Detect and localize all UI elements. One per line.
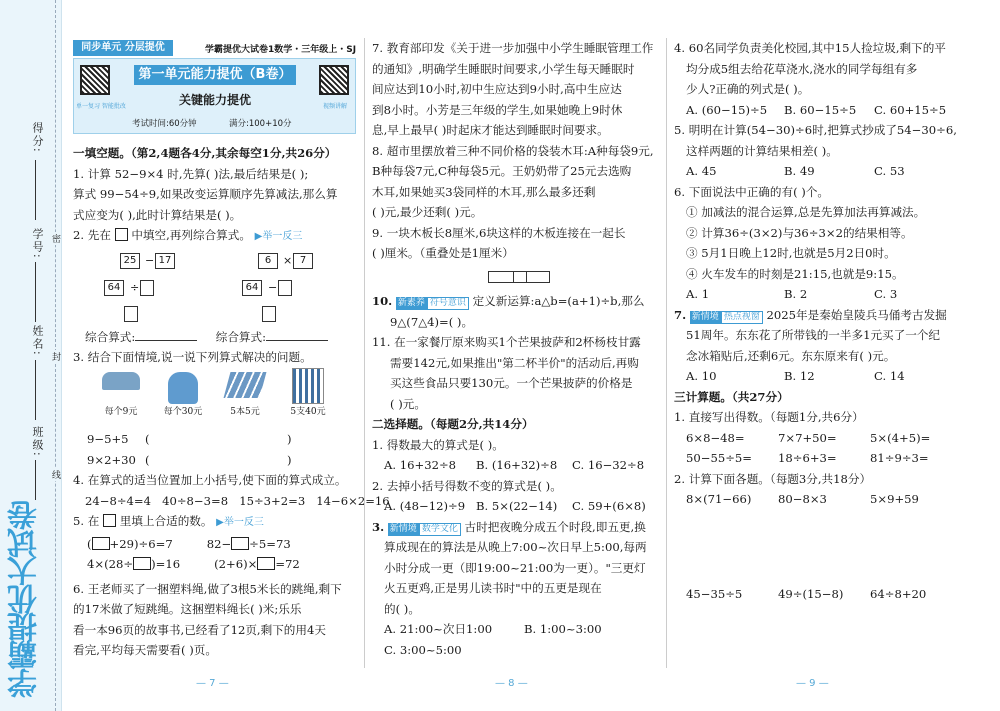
stapler-icon [102,372,140,390]
c-q2-options [372,496,662,517]
backpack-price: 每个30元 [163,407,203,417]
q1-line-3: 式应变为( ),此时计算结果是( )。 [73,207,242,222]
binding-margin [0,0,62,711]
backpack-item [158,372,208,417]
c-q3-opt-c[interactable]: C. 3:00~5:00 [384,642,462,657]
c-q3-options-2 [372,640,662,661]
calc-2-c: 5×9+59 [870,492,919,506]
hint-tag: ▶举一反三 [254,231,303,242]
c-q7-opt-a[interactable]: A. 10 [686,369,717,383]
c-q5-opt-c[interactable]: C. 53 [874,164,905,178]
c-q5-line-1: 5. 明明在计算(54−30)÷6时,把算式抄成了54−30÷6, [674,123,957,137]
tag-math-culture: 数学文化 [419,523,461,536]
q5-row-1: ( +29)÷6=7 82− ÷5=73 [87,536,291,551]
formula-2-row: 9×2+30 ( ) [87,452,292,467]
exam-time: 考试时间:60分钟 [132,119,197,129]
page-number-7: — 7 — [196,678,229,689]
q7-line-4: 到8小时。小芳是三年级的学生,如果她晚上9时休 [372,102,623,117]
q3-line: 3. 结合下面情境,说一说下列算式解决的问题。 [73,350,312,364]
c-q7-line-1: 7. 新情境 热点视窗 2025年是秦始皇陵兵马俑考古发掘 [674,307,947,322]
q4-expr-4: 14−6×2=16 [316,493,390,508]
diagram-2 [228,250,348,320]
q8-line-3: 木耳,如果她买3袋同样的木耳,那么最多还剩 [372,184,596,199]
diagram-1-box-bottom [124,306,138,322]
combo-blank-2 [266,340,328,341]
q7-line-2: 的通知》,明确学生睡眠时间要求,小学生每天睡眠时 [372,61,635,76]
q5-line [73,511,358,534]
pen-box-icon [292,368,324,404]
column-2 [372,38,662,264]
score-label: 得分: [31,122,44,154]
c-q1-opt-a[interactable]: A. 16+32÷8 [384,458,457,472]
fold-mark-2: 封 [52,350,61,363]
diagram-2-num-a: 6 [258,253,278,269]
column-3 [674,38,974,510]
c-q6-opt-b[interactable]: B. 2 [784,287,808,301]
score-line [35,160,36,220]
diagram-2-num-c: 64 [242,280,262,296]
c-q5-opt-a[interactable]: A. 45 [686,164,717,178]
name-line [35,360,36,420]
formula-1-row: 9−5+5 ( ) [87,432,292,446]
diagram-2-op-mid: − [268,281,278,294]
calc-q1: 1. 直接写出得数。（每题1分,共6分） [674,410,864,424]
diagram-1-box-mid [140,280,154,296]
q3-block [73,347,358,368]
q4-expr-1: 24−8÷4=4 [85,493,152,508]
combo-label-2: 综合算式: [215,330,267,344]
calc-q1-row-2 [674,448,974,469]
q4-expr-row [73,491,390,512]
diagram-1-num-b: 17 [155,253,175,269]
q5-expr-2b: ÷5=73 [249,536,291,551]
calc-q2: 2. 计算下面各题。（每题3分,共18分） [674,471,872,486]
c-q3-text: 古时把夜晚分成五个时段,即五更,换 [464,519,646,534]
c-q4-opt-a[interactable]: A. (60−15)÷5 [686,102,768,117]
name-label: 姓名: [31,325,44,357]
stapler-price: 每个9元 [104,407,138,417]
diagram-1-op-top: − [145,254,155,267]
student-no-label: 学号: [31,228,44,260]
q5-expr-4b: =72 [275,557,300,571]
class-line [35,460,36,500]
c-q3-options [372,619,662,640]
q4-expr-3: 15÷3+2=3 [239,493,306,508]
stapler-item [96,372,146,417]
diagram-2-op-top: × [283,254,293,267]
q11-line-2: 需要142元,如果推出"第二杯半价"的活动后,再购 [390,355,639,370]
combo-line [85,327,360,348]
c-q1-opt-b[interactable]: B. (16+32)÷8 [476,458,558,472]
diagram-2-num-b: 7 [293,253,313,269]
blank-box-icon [257,557,275,570]
blank-box-icon [133,557,151,570]
diagram-1 [90,250,210,320]
qr-code-left [80,65,110,95]
c-q5-options [674,161,974,182]
q7-line-1: 7. 教育部印发《关于进一步加强中小学生睡眠管理工作 [372,41,654,55]
c-q3-line-4: 火五更鸡,正是男儿读书时"中的五更是现在 [384,581,602,595]
q4-block [73,470,390,661]
formula-1: 9−5+5 [87,432,129,446]
c-q4-options [674,100,974,121]
c-q4-opt-c[interactable]: C. 60+15÷5 [874,102,947,117]
calc-2-e: 49÷(15−8) [778,587,844,601]
calc-1-a: 6×8−48= [686,430,745,445]
banner: 同步单元 分层提优 [73,40,173,56]
diagram-1-num-a: 25 [120,253,140,269]
q9-line-1: 9. 一块木板长8厘米,6块这样的木板连接在一起长 [372,225,626,240]
calc-row-bottom [674,584,974,605]
combo-blank-1 [135,340,197,341]
q5-expr-3b: )=16 [151,557,181,571]
column-2b [372,291,662,660]
calc-q2-row-2 [674,584,974,605]
student-no-line [35,262,36,322]
diagram-2-box-bottom [262,306,276,322]
q5-expr-4a: (2+6)× [214,557,258,571]
combo-row [85,327,360,348]
q1-line-1: 1. 计算 52−9×4 时,先算( )法,最后结果是( ); [73,166,309,181]
fold-mark-3: 线 [52,468,61,481]
q5-expr-3a: 4×(28÷ [87,557,134,571]
c-q6-s1: ① 加减法的混合运算,总是先算加法再算减法。 [686,205,926,219]
c-q2-opt-c[interactable]: C. 59+(6×8) [572,499,646,513]
diagram-1-num-c: 64 [104,280,124,296]
q7-line-3: 间应达到10小时,初中生应达到9小时,高中生应达 [372,82,622,96]
q5-expr-1: +29)÷6=7 [109,536,173,551]
tag-symbol: 符号意识 [427,297,469,310]
q6-line-3: 看一本96页的故事书,已经看了12页,剩下的用4天 [73,622,326,637]
page-number-9: — 9 — [796,678,829,689]
q6-line-2: 的17米做了短跳绳。这捆塑料绳长( )米;乐乐 [73,602,302,616]
combo-label-1: 综合算式: [85,330,136,344]
calc-q1-row-1 [674,428,974,449]
c-q6-options [674,284,974,305]
c-q4-opt-b[interactable]: B. 60−15÷5 [784,102,857,117]
c-q3-line-2: 算成现在的算法是从晚上7:00~次日早上5:00,每两 [384,540,647,554]
q4-line: 4. 在算式的适当位置加上小括号,使下面的算式成立。 [73,473,347,487]
notebook-item [220,372,270,417]
q10-line-1: 10. 新素养 符号意识 定义新运算:a△b=(a+1)÷b,那么 [372,294,645,308]
c-q6-opt-c[interactable]: C. 3 [874,287,898,301]
brand-logo: 学霸提优大试卷 [8,502,43,698]
c-q7-text: 2025年是秦始皇陵兵马俑考古发掘 [766,307,947,322]
tag-new-scene: 新情境 [389,523,417,534]
calc-2-f: 64÷8+20 [870,587,927,601]
calc-2-b: 80−8×3 [778,492,827,506]
c-q7-line-3: 念冰箱贴后,还剩6元。东东原来有( )元。 [686,348,896,363]
unit-title: 第一单元能力提优（B卷） [134,65,296,85]
q5-expr-2a: 82− [206,536,232,551]
c-q2: 2. 去掉小括号得数不变的算式是( )。 [372,478,562,493]
page-number-8: — 8 — [495,678,528,689]
q9-line-2: ( )厘米。（重叠处是1厘米） [372,246,514,260]
calc-2-d: 45−35÷5 [686,587,743,601]
notebook-icon [224,372,267,398]
q4-expr-2: 40÷8−3=8 [162,493,229,508]
fold-mark-1: 密 [52,232,61,245]
column-divider-1 [364,38,365,668]
c-q1-options [372,455,662,476]
diagram-2-box-mid [278,280,292,296]
c-q3-line-1: 3. 新情境 数学文化 古时把夜晚分成五个时段,即五更,换 [372,519,646,534]
blank-box-icon [231,537,249,550]
section-3-title: 三计算题。（共27分） [674,389,789,404]
section-1-title: 一填空题。（第2,4题各4分,其余每空1分,共26分） [73,146,337,160]
calc-1-f: 81÷9÷3= [870,451,929,465]
q2-line [73,225,358,248]
c-q7-opt-b[interactable]: B. 12 [784,369,815,383]
backpack-icon [168,372,198,404]
calc-1-e: 18÷6+3= [778,451,837,465]
tag-new-literacy: 新素养 [397,298,425,308]
c-q3-opt-b[interactable]: B. 1:00~3:00 [524,622,602,636]
c-q3-line-3: 小时分成一更（即19:00~21:00为一更）。"三更灯 [384,560,646,575]
q2-suffix: 中填空,再列综合算式。 [131,228,251,242]
c-q6-opt-a[interactable]: A. 1 [686,287,710,301]
c-q4-line-2: 均分成5组去给花草浇水,浇水的同学每组有多 [686,61,918,76]
plank-icon [488,271,550,283]
notebook-price: 5本5元 [230,407,260,417]
c-q6: 6. 下面说法中正确的有( )个。 [674,184,830,199]
c-q3-opt-a[interactable]: A. 21:00~次日1:00 [384,622,493,636]
q8-line-4: ( )元,最少还剩( )元。 [372,205,483,219]
c-q4-line-3: 少人?正确的列式是( )。 [686,82,810,96]
column-1 [73,143,358,248]
c-q5-opt-b[interactable]: B. 49 [784,164,815,178]
calc-q2-row-1 [674,489,974,510]
tag-hot-topic: 热点视窗 [721,311,763,324]
c-q5-line-2: 这样两题的计算结果相差( )。 [686,143,838,158]
q2-prefix: 2. 先在 [73,228,111,242]
section-2-title: 二选择题。（每题2分,共14分） [372,417,534,431]
unit-subtitle: 关键能力提优 [178,93,251,107]
qr-right-label: 视频讲解 [322,103,347,110]
q10-line-2: 9△(7△4)=( )。 [390,314,474,329]
c-q7-options [674,366,974,387]
qr-code-right [319,65,349,95]
c-q1-opt-c[interactable]: C. 16−32÷8 [572,458,645,472]
c-q2-opt-b[interactable]: B. 5×(22−14) [476,499,558,513]
c-q2-opt-a[interactable]: A. (48−12)÷9 [384,499,466,513]
c-q6-s2: ② 计算36÷(3×2)与36÷3×2的结果相等。 [686,225,913,240]
q8-line-2: B种每袋7元,C种每袋5元。王奶奶带了25元去选购 [372,164,632,178]
calc-1-b: 7×7+50= [778,430,837,445]
q5-prefix: 5. 在 [73,514,100,528]
series-title: 学霸提优大试卷1数学・三年级上・SJ [205,45,357,55]
full-score: 满分:100+10分 [229,119,292,129]
c-q7-opt-c[interactable]: C. 14 [874,369,905,383]
q11-line-3: 买这些食品只要130元。一个芒果披萨的价格是 [390,376,633,390]
q5-suffix: 里填上合适的数。 [119,514,213,528]
calc-1-d: 50−55÷5= [686,451,753,465]
blank-box-icon [103,514,116,527]
column-divider-2 [666,38,667,668]
diagram-1-op-mid: ÷ [130,281,140,294]
c-q6-s4: ④ 火车发车的时刻是21:15,也就是9:15。 [686,266,904,281]
c-q1: 1. 得数最大的算式是( )。 [372,437,504,452]
q6-line-1: 6. 王老师买了一捆塑料绳,做了3根5米长的跳绳,剩下 [73,581,342,596]
q7-line-5: 息,早上最早( )时起床才能达到睡眠时间要求。 [372,123,609,137]
c-q4-line-1: 4. 60名同学负责美化校园,其中15人捡垃圾,剩下的平 [674,41,946,55]
blank-box-icon [115,228,128,241]
class-label: 班级: [31,426,44,458]
calc-1-c: 5×(4+5)= [870,430,931,445]
c-q7-line-2: 51周年。东东花了所带钱的一半多1元买了一个纪 [686,328,941,342]
qr-left-label: 单一复习 智能批改 [76,103,126,110]
calc-2-a: 8×(71−66) [686,492,752,506]
c-q6-s3: ③ 5月1日晚上12时,也就是5月2日0时。 [686,246,896,260]
q11-line-1: 11. 在一家餐厅原来购买1个芒果披萨和2杯杨枝甘露 [372,335,641,349]
formula-2: 9×2+30 [87,452,136,467]
blank-box-icon [92,537,110,550]
pen-item [283,368,333,417]
header-box [73,58,356,134]
q6-line-4: 看完,平均每天需要看( )页。 [73,643,217,657]
q3-formulas [87,429,357,470]
q10-text: 定义新运算:a△b=(a+1)÷b,那么 [472,294,645,308]
q8-line-1: 8. 超市里摆放着三种不同价格的袋装木耳:A种每袋9元, [372,143,654,158]
pen-price: 5支40元 [290,407,326,417]
q11-line-4: ( )元。 [390,396,426,411]
q5-row-2 [73,554,358,575]
c-q3-line-5: 的( )。 [384,601,420,616]
hint-tag: ▶举一反三 [216,517,264,528]
q1-line-2: 算式 99−54÷9,如果改变运算顺序先算减法,那么算 [73,187,338,201]
tag-new-scene: 新情境 [691,311,719,322]
